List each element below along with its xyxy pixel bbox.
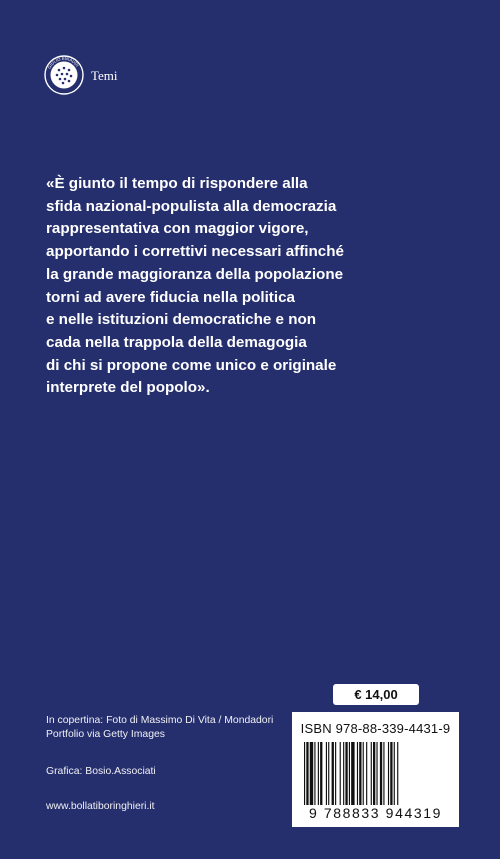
quote-line: e nelle istituzioni democratiche e non [46,311,317,329]
barcode-bar [380,742,382,805]
barcode-bar [318,742,319,805]
quote-line: interprete del popolo». [46,379,210,397]
barcode-icon [302,742,449,805]
design-credit: Grafica: Bosio.Associati [46,766,156,777]
logo-text: GIULIO EINAUDI [46,55,81,70]
barcode-bar [328,742,329,805]
isbn-label: ISBN 978-88-339-4431-9 [300,721,451,736]
barcode-bar [363,742,364,805]
barcode-bar [371,742,372,805]
quote-line: di chi si propone come unico e originale [46,356,337,374]
barcode-panel [292,712,459,827]
barcode-bar [326,742,327,805]
barcode-bar [357,742,358,805]
cover-credits [46,714,273,742]
quote-line: la grande maggioranza della popolazione [46,265,344,283]
quote-line: torni ad avere fiducia nella politica [46,288,295,306]
barcode-bar [390,742,392,805]
barcode-bar [306,742,308,805]
barcode-bar [335,742,336,805]
cover-credit-line: In copertina: Foto di Massimo Di Vita / Mondadori [46,715,274,726]
barcode-bar [394,742,395,805]
back-cover-quote [46,173,376,400]
einaudi-ostrich-logo-icon [43,54,85,96]
barcode-bar [383,742,384,805]
publisher-logo [43,54,85,96]
barcode-bar [314,742,315,805]
barcode-bar [320,742,322,805]
barcode-bar [340,742,341,805]
publisher-website: www.bollatiboringhieri.it [46,801,155,812]
barcode-bar [388,742,389,805]
barcode-bar [366,742,367,805]
quote-line: apportando i correttivi necessari affinché [46,243,344,261]
quote-line: sfida nazional-populista alla democrazia [46,197,337,215]
barcode-bar [359,742,361,805]
barcode-bar [397,742,398,805]
barcode-bar [351,742,354,805]
barcode-bar [310,742,313,805]
barcode-bar [343,742,344,805]
barcode-bar [349,742,350,805]
barcode-bar [304,742,305,805]
series-name: Temi [91,68,118,83]
barcode-bar [332,742,334,805]
quote-line: cada nella trappola della demagogia [46,333,307,351]
barcode-digits: 9 788833 944319 [309,805,442,821]
price-tag: € 14,00 [333,684,419,705]
quote-line: rappresentativa con maggior vigore, [46,220,309,238]
barcode-bar [373,742,375,805]
quote-line: «È giunto il tempo di rispondere alla [46,175,308,192]
barcode-bar [376,742,377,805]
cover-credit-line: Portfolio via Getty Images [46,729,165,740]
barcode-bar [345,742,347,805]
